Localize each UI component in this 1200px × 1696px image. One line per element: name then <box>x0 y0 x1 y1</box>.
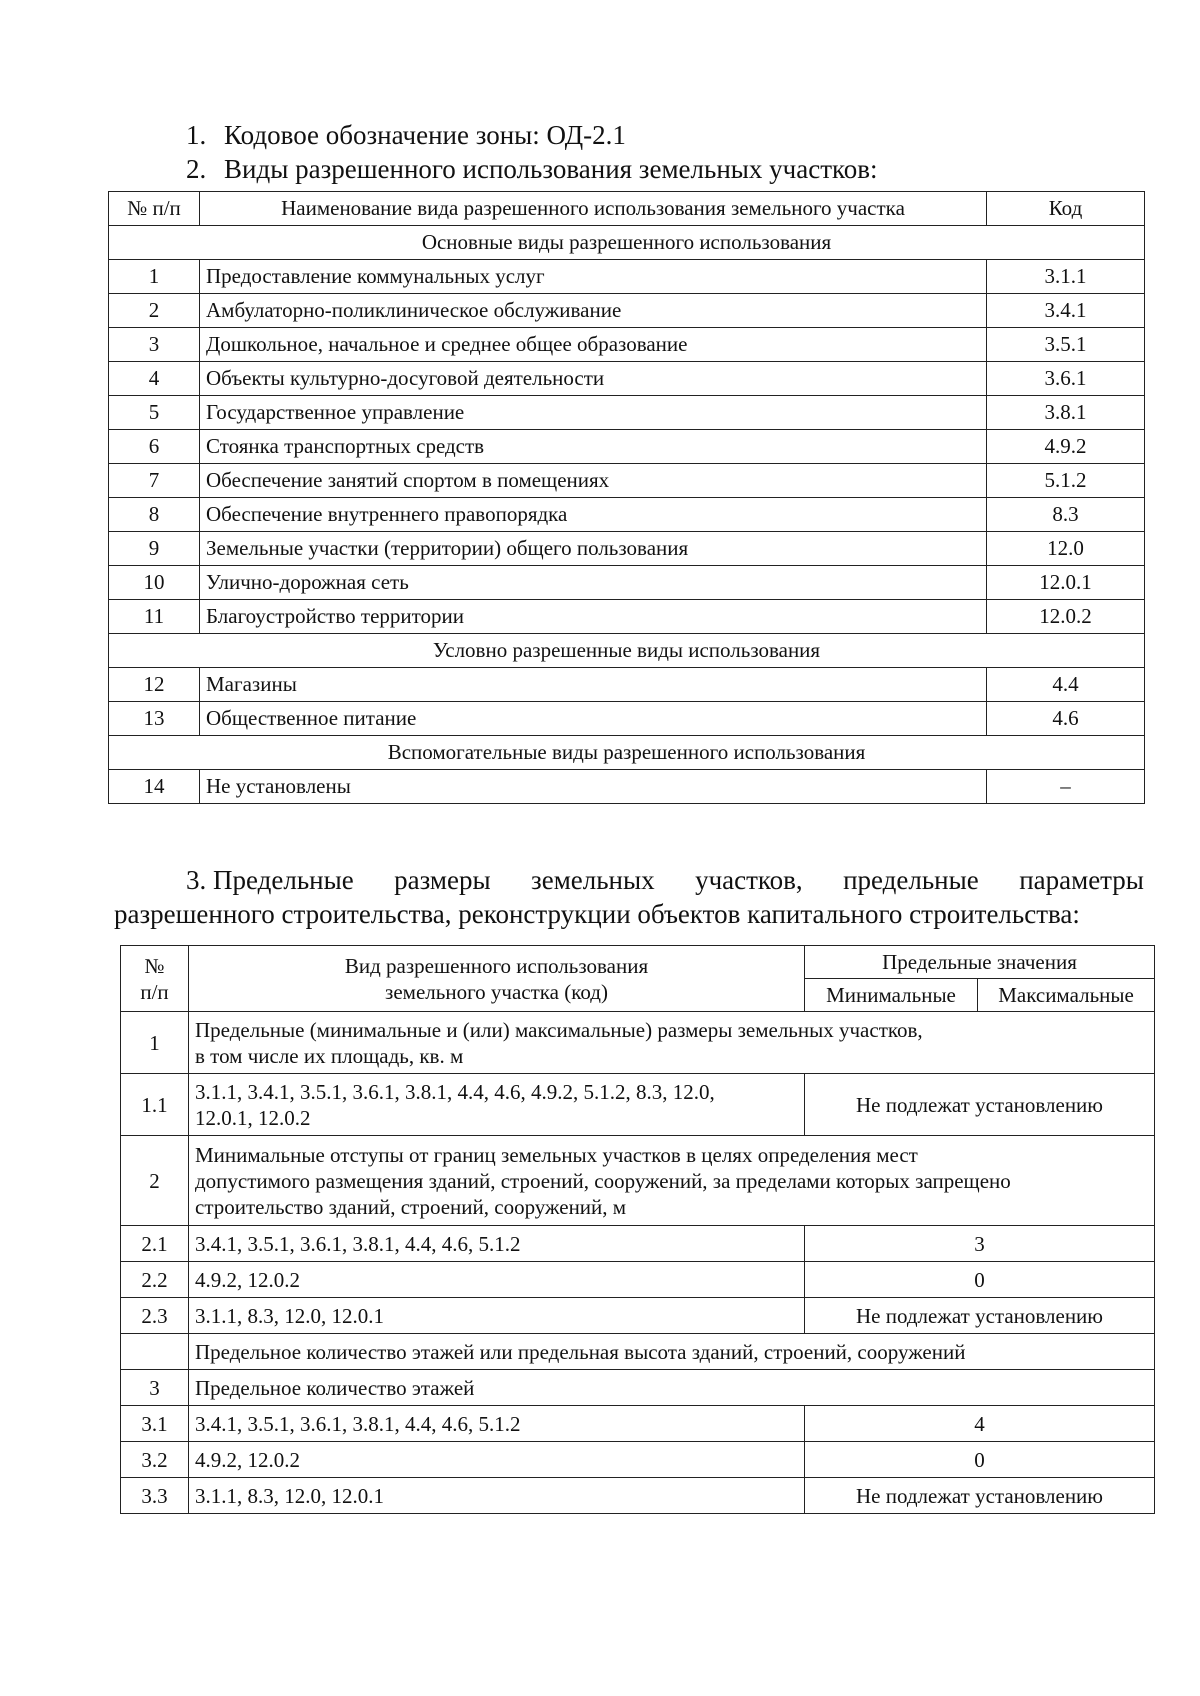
row-value: Не подлежат установлению <box>805 1298 1155 1334</box>
section-row <box>109 226 1145 260</box>
paragraph-number: 3. <box>186 865 207 895</box>
row-num: 2 <box>121 1136 189 1226</box>
row-num: 3 <box>109 328 200 362</box>
row-code: 3.8.1 <box>987 396 1145 430</box>
paragraph-word: параметры <box>1019 865 1144 895</box>
table-row <box>109 362 1145 396</box>
row-num: 3.1 <box>121 1406 189 1442</box>
row-name: Стоянка транспортных средств <box>200 430 987 464</box>
table-row <box>121 1226 1155 1262</box>
land-use-types-item <box>186 152 878 186</box>
zone-code-item <box>186 118 626 152</box>
table-row <box>109 770 1145 804</box>
row-value: Не подлежат установлению <box>805 1478 1155 1514</box>
row-code: – <box>987 770 1145 804</box>
row-name: Общественное питание <box>200 702 987 736</box>
row-num: 1 <box>121 1012 189 1074</box>
row-num: 1.1 <box>121 1074 189 1136</box>
table-row <box>109 464 1145 498</box>
row-text: 3.1.1, 8.3, 12.0, 12.0.1 <box>189 1478 805 1514</box>
row-value: Не подлежат установлению <box>805 1074 1155 1136</box>
row-name: Не установлены <box>200 770 987 804</box>
row-code: 3.1.1 <box>987 260 1145 294</box>
row-name: Амбулаторно-поликлиническое обслуживание <box>200 294 987 328</box>
row-name: Объекты культурно-досуговой деятельности <box>200 362 987 396</box>
header-code: Код <box>987 192 1145 226</box>
row-code: 12.0 <box>987 532 1145 566</box>
row-name: Улично-дорожная сеть <box>200 566 987 600</box>
row-text: Предельное количество этажей или предельная высота зданий, строений, сооружений <box>189 1334 1155 1370</box>
row-name: Дошкольное, начальное и среднее общее образование <box>200 328 987 362</box>
row-name: Магазины <box>200 668 987 702</box>
row-num <box>121 1334 189 1370</box>
paragraph-word: участков, <box>695 865 803 895</box>
row-num: 6 <box>109 430 200 464</box>
row-name: Благоустройство территории <box>200 600 987 634</box>
row-text: 3.4.1, 3.5.1, 3.6.1, 3.8.1, 4.4, 4.6, 5.1.2 <box>189 1226 805 1262</box>
limits-table <box>120 945 1155 1514</box>
row-value: 3 <box>805 1226 1155 1262</box>
table-row <box>109 566 1145 600</box>
row-num: 3.2 <box>121 1442 189 1478</box>
row-text: 3.4.1, 3.5.1, 3.6.1, 3.8.1, 4.4, 4.6, 5.1.2 <box>189 1406 805 1442</box>
row-num: 1 <box>109 260 200 294</box>
row-code: 8.3 <box>987 498 1145 532</box>
row-value: 4 <box>805 1406 1155 1442</box>
row-code: 12.0.1 <box>987 566 1145 600</box>
limits-paragraph <box>114 863 1144 931</box>
land-use-table <box>108 191 1145 804</box>
row-text: Предельное количество этажей <box>189 1370 1155 1406</box>
paragraph-word: размеры <box>394 865 491 895</box>
table-row <box>109 328 1145 362</box>
header-num: № п/п <box>109 192 200 226</box>
row-value: 0 <box>805 1262 1155 1298</box>
row-name: Предоставление коммунальных услуг <box>200 260 987 294</box>
row-text: Предельные (минимальные и (или) максимальные) размеры земельных участков, в том числе их площадь, кв. м <box>189 1012 1155 1074</box>
row-num: 2 <box>109 294 200 328</box>
row-num: 9 <box>109 532 200 566</box>
row-num: 10 <box>109 566 200 600</box>
table-row <box>121 1298 1155 1334</box>
table-row <box>121 1334 1155 1370</box>
section-conditional: Условно разрешенные виды использования <box>109 634 1145 668</box>
row-num: 7 <box>109 464 200 498</box>
row-code: 3.5.1 <box>987 328 1145 362</box>
header-num: № п/п <box>121 946 189 1012</box>
row-name: Земельные участки (территории) общего пользования <box>200 532 987 566</box>
row-num: 2.2 <box>121 1262 189 1298</box>
zone-code-text: Кодовое обозначение зоны: ОД-2.1 <box>224 120 626 150</box>
row-text: 3.1.1, 3.4.1, 3.5.1, 3.6.1, 3.8.1, 4.4, 4.6, 4.9.2, 5.1.2, 8.3, 12.0, 12.0.1, 12.0.2 <box>189 1074 805 1136</box>
row-num: 3.3 <box>121 1478 189 1514</box>
section-main: Основные виды разрешенного использования <box>109 226 1145 260</box>
row-num: 4 <box>109 362 200 396</box>
table-row <box>109 430 1145 464</box>
table-row <box>109 294 1145 328</box>
row-code: 5.1.2 <box>987 464 1145 498</box>
row-code: 4.6 <box>987 702 1145 736</box>
row-text: 4.9.2, 12.0.2 <box>189 1442 805 1478</box>
row-num: 8 <box>109 498 200 532</box>
table-row <box>109 260 1145 294</box>
table-row <box>121 1370 1155 1406</box>
table-row <box>121 1442 1155 1478</box>
row-code: 4.4 <box>987 668 1145 702</box>
row-num: 3 <box>121 1370 189 1406</box>
paragraph-word: 3. Предельные <box>186 865 354 895</box>
row-num: 11 <box>109 600 200 634</box>
row-code: 4.9.2 <box>987 430 1145 464</box>
paragraph-line-2: разрешенного строительства, реконструкции объектов капитального строительства: <box>114 899 1080 929</box>
table-row <box>109 702 1145 736</box>
land-use-types-text: Виды разрешенного использования земельных участков: <box>224 154 878 184</box>
list-number: 2. <box>186 154 207 184</box>
paragraph-line-1 <box>114 863 1144 897</box>
header-name: Наименование вида разрешенного использования земельного участка <box>200 192 987 226</box>
row-num: 2.3 <box>121 1298 189 1334</box>
table-row <box>121 1012 1155 1074</box>
table-header-row <box>121 946 1155 979</box>
paragraph-word: земельных <box>531 865 655 895</box>
row-text: 4.9.2, 12.0.2 <box>189 1262 805 1298</box>
paragraph-word: предельные <box>843 865 979 895</box>
table-row <box>109 498 1145 532</box>
row-num: 14 <box>109 770 200 804</box>
row-num: 12 <box>109 668 200 702</box>
table-row <box>109 532 1145 566</box>
header-type: Вид разрешенного использования земельного участка (код) <box>189 946 805 1012</box>
list-number: 1. <box>186 120 207 150</box>
section-row <box>109 634 1145 668</box>
row-num: 5 <box>109 396 200 430</box>
row-value: 0 <box>805 1442 1155 1478</box>
row-name: Обеспечение внутреннего правопорядка <box>200 498 987 532</box>
table-row <box>121 1262 1155 1298</box>
table-row <box>109 600 1145 634</box>
row-text: 3.1.1, 8.3, 12.0, 12.0.1 <box>189 1298 805 1334</box>
table-row <box>121 1406 1155 1442</box>
table-row <box>121 1136 1155 1226</box>
row-code: 12.0.2 <box>987 600 1145 634</box>
header-limits: Предельные значения <box>805 946 1155 979</box>
row-text: Минимальные отступы от границ земельных участков в целях определения мест допустимого размещения зданий, строений, сооружений, за пределами которых запрещено строительство зданий, строений, сооружений, м <box>189 1136 1155 1226</box>
table-row <box>109 396 1145 430</box>
row-code: 3.6.1 <box>987 362 1145 396</box>
section-row <box>109 736 1145 770</box>
header-max: Максимальные <box>978 979 1155 1012</box>
section-auxiliary: Вспомогательные виды разрешенного использования <box>109 736 1145 770</box>
row-name: Обеспечение занятий спортом в помещениях <box>200 464 987 498</box>
header-min: Минимальные <box>805 979 978 1012</box>
row-code: 3.4.1 <box>987 294 1145 328</box>
row-num: 2.1 <box>121 1226 189 1262</box>
table-row <box>121 1478 1155 1514</box>
table-header-row <box>109 192 1145 226</box>
table-row <box>121 1074 1155 1136</box>
row-num: 13 <box>109 702 200 736</box>
table-row <box>109 668 1145 702</box>
row-name: Государственное управление <box>200 396 987 430</box>
